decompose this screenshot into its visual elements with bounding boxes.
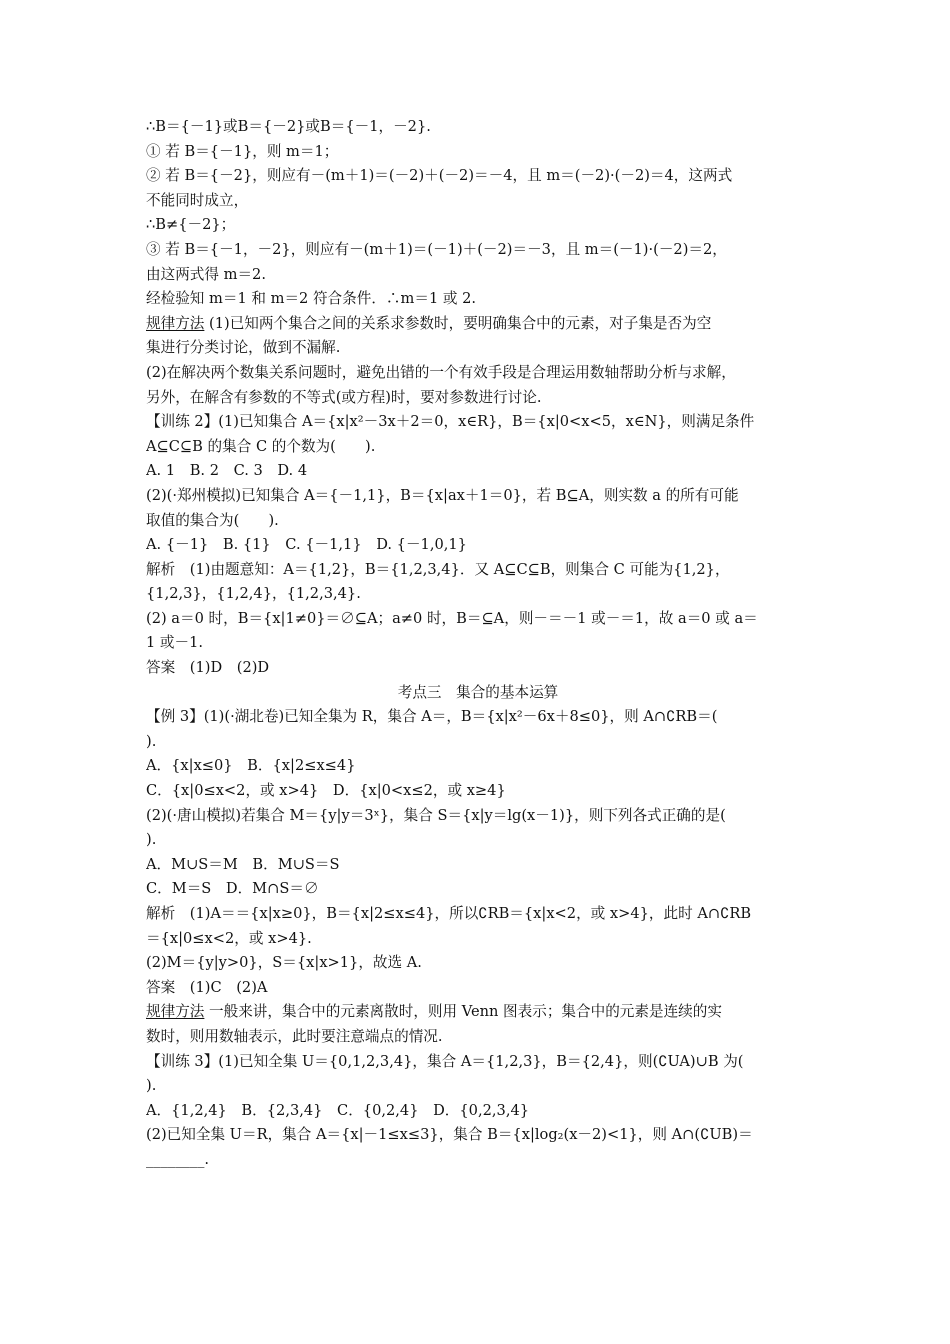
- line-text: 解析 (1)A＝＝{x|x≥0}，B＝{x|2≤x≤4}，所以∁RB＝{x|x<2，或 x>4}，此时 A∩∁RB: [146, 905, 752, 922]
- line-text: C．M＝S D．M∩S＝∅: [146, 880, 319, 898]
- line-text: (1)已知两个集合之间的关系求参数时，要明确集合中的元素，对子集是否为空: [204, 314, 712, 332]
- text-line: [146, 1025, 810, 1050]
- line-text: {1,2,3}，{1,2,4}，{1,2,3,4}.: [146, 585, 361, 603]
- line-text: 取值的集合为( ).: [146, 511, 279, 529]
- line-text: 另外，在解含有参数的不等式(或方程)时，要对参数进行讨论.: [146, 388, 542, 406]
- section-heading: [146, 681, 810, 706]
- line-text: ＝{x|0≤x<2，或 x>4}.: [146, 929, 312, 947]
- line-text: 答案 (1)D (2)D: [146, 659, 270, 677]
- line-text: 考点三 集合的基本运算: [397, 683, 559, 701]
- line-text: (2)已知全集 U＝R，集合 A＝{x|－1≤x≤3}，集合 B＝{x|log₂(x－2)<1}，则 A∩(∁UB)＝: [146, 1126, 753, 1144]
- line-text: A. 1 B. 2 C. 3 D. 4: [146, 462, 308, 480]
- text-line: [146, 140, 810, 165]
- line-text: 答案 (1)C (2)A: [146, 978, 268, 996]
- line-text: 由这两式得 m＝2.: [146, 265, 266, 283]
- line-text: A．{x|x≤0} B．{x|2≤x≤4}: [146, 757, 356, 775]
- line-text: C．{x|0≤x<2，或 x>4} D．{x|0<x≤2，或 x≥4}: [146, 782, 506, 800]
- method-label: 规律方法: [146, 1003, 205, 1021]
- text-line: [146, 312, 810, 337]
- text-line: [146, 705, 810, 730]
- text-line: [146, 656, 810, 681]
- line-text: (2) a＝0 时，B＝{x|1≠0}＝∅⊆A；a≠0 时，B＝⊆A，则－＝－1 或－＝1，故 a＝0 或 a＝: [146, 609, 758, 627]
- line-text: A．{1,2,4} B．{2,3,4} C．{0,2,4} D．{0,2,3,4}: [146, 1101, 530, 1119]
- text-line: [146, 558, 810, 583]
- line-text: A. {－1} B. {1} C. {－1,1} D. {－1,0,1}: [146, 536, 467, 554]
- text-line: [146, 459, 810, 484]
- text-line: [146, 853, 810, 878]
- line-text: ① 若 B＝{－1}，则 m＝1；: [146, 142, 339, 160]
- text-line: [146, 213, 810, 238]
- line-text: 解析 (1)由题意知：A＝{1,2}，B＝{1,2,3,4}．又 A⊆C⊆B，则集合 C 可能为{1,2}，: [146, 560, 730, 578]
- text-line: [146, 1148, 810, 1173]
- text-line: [146, 164, 810, 189]
- line-text: 经检验知 m＝1 和 m＝2 符合条件．∴m＝1 或 2.: [146, 290, 477, 308]
- line-text: A．M∪S＝M B．M∪S＝S: [146, 855, 340, 873]
- line-text: 数时，则用数轴表示，此时要注意端点的情况.: [146, 1027, 443, 1045]
- line-text: ).: [146, 1077, 157, 1095]
- line-text: 一般来讲，集合中的元素离散时，则用 Venn 图表示；集合中的元素是连续的实: [204, 1003, 722, 1021]
- text-line: [146, 533, 810, 558]
- line-text: A⊆C⊆B 的集合 C 的个数为( ).: [146, 437, 376, 455]
- line-text: (2)(·郑州模拟)已知集合 A＝{－1,1}，B＝{x|ax＋1＝0}，若 B⊆A，则实数 a 的所有可能: [146, 486, 739, 504]
- text-line: [146, 582, 810, 607]
- text-line: [146, 631, 810, 656]
- text-line: [146, 607, 810, 632]
- line-text: ________.: [146, 1150, 210, 1168]
- text-line: [146, 509, 810, 534]
- text-line: [146, 754, 810, 779]
- text-line: [146, 976, 810, 1001]
- line-text: (2)M＝{y|y>0}，S＝{x|x>1}，故选 A.: [146, 954, 422, 972]
- text-line: [146, 361, 810, 386]
- text-line: [146, 927, 810, 952]
- text-line: [146, 386, 810, 411]
- line-text: ∴B≠{－2}；: [146, 216, 236, 234]
- text-line: [146, 804, 810, 829]
- text-line: [146, 1050, 810, 1075]
- line-text: ③ 若 B＝{－1，－2}，则应有－(m＋1)＝(－1)＋(－2)＝－3，且 m＝(－1)·(－2)＝2，: [146, 240, 727, 258]
- document-page: [146, 115, 810, 1173]
- line-text: 集进行分类讨论，做到不漏解.: [146, 339, 341, 357]
- method-label: 规律方法: [146, 314, 205, 332]
- text-line: [146, 189, 810, 214]
- text-line: [146, 779, 810, 804]
- text-line: [146, 828, 810, 853]
- text-line: [146, 435, 810, 460]
- line-text: ).: [146, 831, 157, 849]
- line-text: 1 或－1.: [146, 634, 204, 652]
- text-line: [146, 1000, 810, 1025]
- line-text: ② 若 B＝{－2}，则应有－(m＋1)＝(－2)＋(－2)＝－4，且 m＝(－2)·(－2)＝4，这两式: [146, 167, 733, 185]
- text-line: [146, 238, 810, 263]
- text-line: [146, 877, 810, 902]
- text-line: [146, 1123, 810, 1148]
- text-line: [146, 115, 810, 140]
- line-text: 【例 3】(1)(·湖北卷)已知全集为 R，集合 A＝，B＝{x|x²－6x＋8≤0}，则 A∩∁RB＝(: [146, 708, 718, 726]
- text-line: [146, 902, 810, 927]
- text-line: [146, 1099, 810, 1124]
- line-text: ∴B＝{－1}或B＝{－2}或B＝{－1，－2}.: [146, 118, 431, 135]
- line-text: 【训练 3】(1)已知全集 U＝{0,1,2,3,4}，集合 A＝{1,2,3}，B＝{2,4}，则(∁UA)∪B 为(: [146, 1052, 744, 1070]
- text-line: [146, 410, 810, 435]
- text-line: [146, 951, 810, 976]
- line-text: (2)(·唐山模拟)若集合 M＝{y|y＝3ˣ}，集合 S＝{x|y＝lg(x－1)}，则下列各式正确的是(: [146, 806, 726, 824]
- line-text: 【训练 2】(1)已知集合 A＝{x|x²－3x＋2＝0，x∈R}，B＝{x|0<x<5，x∈N}，则满足条件: [146, 413, 755, 431]
- text-line: [146, 263, 810, 288]
- line-text: ).: [146, 732, 157, 750]
- text-line: [146, 336, 810, 361]
- text-line: [146, 484, 810, 509]
- line-text: (2)在解决两个数集关系问题时，避免出错的一个有效手段是合理运用数轴帮助分析与求解，: [146, 363, 736, 381]
- text-line: [146, 1074, 810, 1099]
- text-line: [146, 287, 810, 312]
- text-line: [146, 730, 810, 755]
- line-text: 不能同时成立，: [146, 191, 249, 209]
